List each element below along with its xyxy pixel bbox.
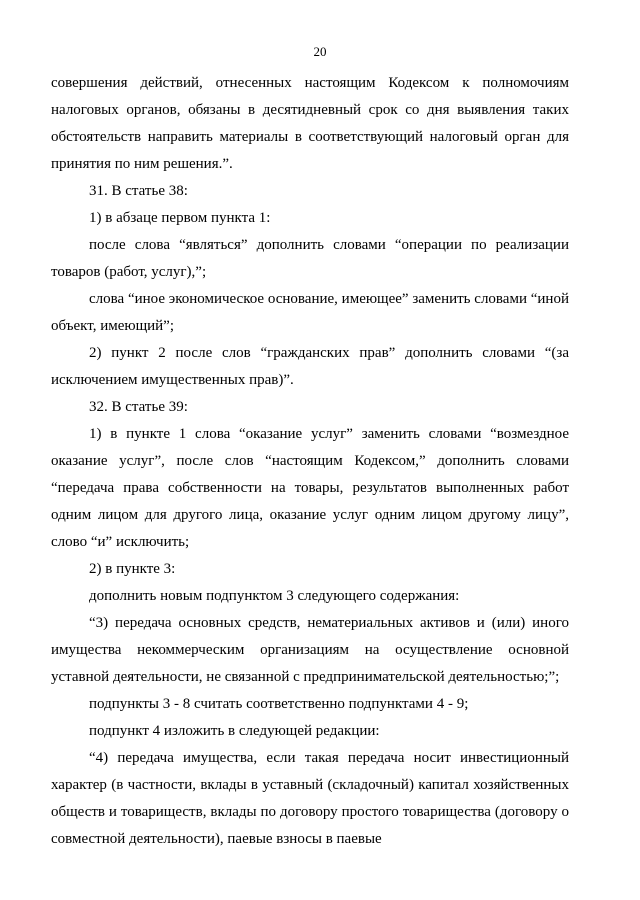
paragraph: 1) в абзаце первом пункта 1:	[89, 210, 271, 226]
paragraph: 2) пункт 2 после слов “гражданских прав” дополнить словами “(за исключением имущественных прав)”.	[51, 345, 569, 388]
paragraph: подпункт 4 изложить в следующей редакции:	[89, 723, 380, 739]
paragraph: слова “иное экономическое основание, имеющее” заменить словами “иной объект, имеющий”;	[51, 291, 569, 334]
paragraph: после слова “являться” дополнить словами “операции по реализации товаров (работ, услуг),”;	[51, 237, 569, 280]
paragraph: 31. В статье 38:	[89, 183, 188, 199]
paragraph: 32. В статье 39:	[89, 399, 188, 415]
page-number: 20	[313, 44, 327, 59]
paragraph: “3) передача основных средств, нематериальных активов и (или) иного имущества некоммерческим организациям на осуществление основной уставной деятельности, не связанной с предпринимательской деятельностью;”;	[51, 615, 569, 685]
paragraph: 2) в пункте 3:	[89, 561, 176, 577]
paragraph: совершения действий, отнесенных настоящим Кодексом к полномочиям налоговых органов, обязаны в десятидневный срок со дня выявления таких обстоятельств направить материалы в соответствующий налоговый орган для принятия по ним решения.”.	[51, 75, 569, 172]
paragraph: “4) передача имущества, если такая передача носит инвестиционный характер (в частности, вклады в уставный (складочный) капитал хозяйственных обществ и товариществ, вклады по договору простого товарищества (договору о совместной деятельности), паевые взносы в паевые	[51, 750, 569, 847]
paragraph: дополнить новым подпунктом 3 следующего содержания:	[89, 588, 460, 604]
paragraph: 1) в пункте 1 слова “оказание услуг” заменить словами “возмездное оказание услуг”, после слов “настоящим Кодексом,” дополнить словами “передача права собственности на товары, результатов выполненных работ одним лицом для другого лица, оказание услуг одним лицом другому лицу”, слово “и” исключить;	[51, 426, 569, 550]
document-body	[51, 70, 569, 853]
paragraph: подпункты 3 - 8 считать соответственно подпунктами 4 - 9;	[89, 696, 469, 712]
